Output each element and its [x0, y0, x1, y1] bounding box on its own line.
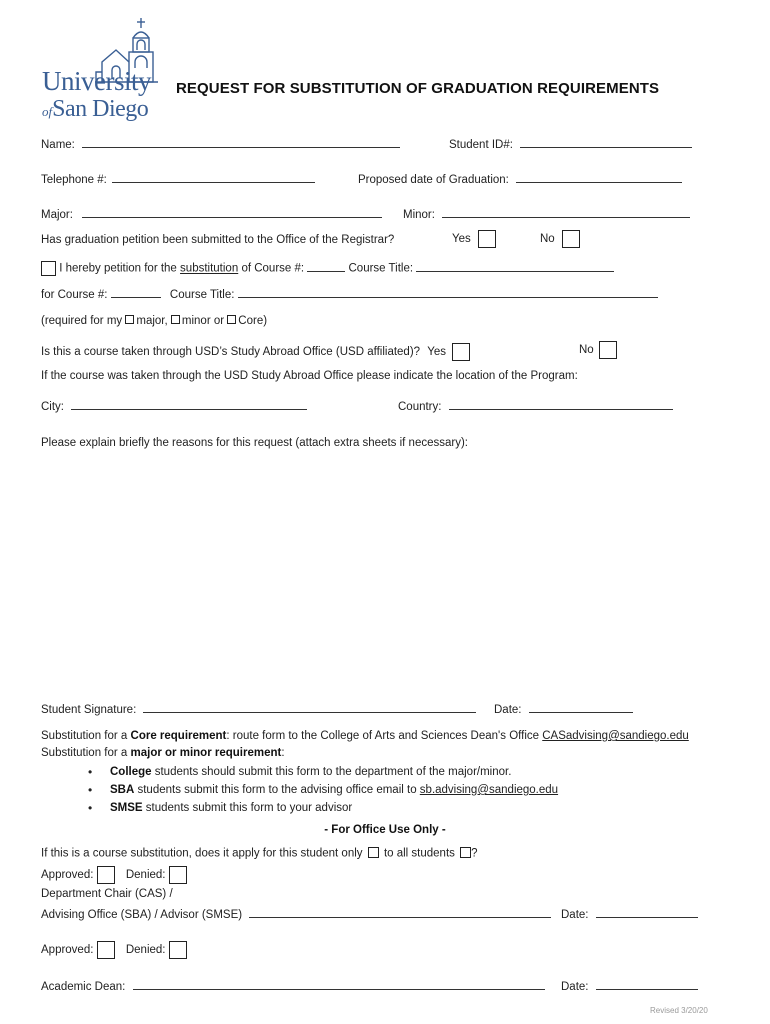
for-course-title-field[interactable]: [238, 288, 658, 298]
petition-no-checkbox[interactable]: [562, 230, 580, 248]
core-instruction-suffix: : route form to the College of Arts and Sciences Dean's Office: [226, 730, 540, 742]
college-instruction: students should submit this form to the department of the major/minor.: [151, 766, 512, 778]
approved-checkbox-2[interactable]: [97, 941, 115, 959]
approved-checkbox-1[interactable]: [97, 866, 115, 884]
petition-no-label: No: [540, 233, 555, 246]
graduation-date-field[interactable]: [516, 173, 682, 183]
city-label: City:: [41, 401, 64, 413]
dean-date-field[interactable]: [596, 980, 698, 990]
telephone-field[interactable]: [112, 173, 315, 183]
required-major-label: major,: [136, 315, 168, 327]
study-abroad-location-text: If the course was taken through the USD Study Abroad Office please indicate the location of the Program:: [41, 370, 578, 382]
advising-office-label: Advising Office (SBA) / Advisor (SMSE): [41, 909, 243, 921]
usd-logo: [40, 16, 158, 128]
form-title: REQUEST FOR SUBSTITUTION OF GRADUATION REQUIREMENTS: [176, 80, 660, 97]
explanation-area[interactable]: [41, 460, 731, 690]
petition-yes-label: Yes: [452, 233, 471, 246]
approved-label-2: Approved:: [41, 944, 94, 957]
smse-instruction: students submit this form to your advisor: [142, 802, 353, 814]
list-item: [110, 763, 558, 781]
required-for-prefix: (required for my: [41, 315, 123, 327]
student-only-checkbox[interactable]: [368, 847, 379, 858]
office-use-heading: - For Office Use Only -: [324, 824, 446, 836]
minor-checkbox[interactable]: [171, 315, 180, 324]
all-students-text: to all students: [383, 847, 455, 860]
petition-question: Has graduation petition been submitted to the Office of the Registrar?: [41, 234, 395, 246]
for-course-title-label: Course Title:: [169, 289, 235, 301]
college-bold: College: [110, 766, 152, 778]
course-number-field[interactable]: [307, 262, 345, 272]
core-instruction-prefix: Substitution for a: [41, 730, 128, 742]
country-label: Country:: [398, 401, 442, 413]
major-label: Major:: [41, 209, 73, 221]
study-abroad-no-checkbox[interactable]: [599, 341, 617, 359]
name-field[interactable]: [82, 138, 400, 148]
required-core-label: Core): [238, 315, 268, 327]
question-mark: ?: [471, 847, 478, 860]
approved-label-1: Approved:: [41, 869, 94, 882]
advising-date-field[interactable]: [596, 908, 698, 918]
logo-san-diego-text: San Diego: [52, 96, 149, 122]
sba-bold: SBA: [110, 784, 135, 796]
major-instruction-suffix: :: [281, 747, 285, 759]
sba-instruction: students submit this form to the advising office email to: [134, 784, 420, 796]
revised-date: Revised 3/20/20: [650, 1006, 708, 1015]
academic-dean-label: Academic Dean:: [41, 981, 126, 993]
required-minor-label: minor or: [181, 315, 225, 327]
logo-university-text: University: [42, 66, 151, 96]
course-substitution-question: If this is a course substitution, does it apply for this student only: [41, 847, 363, 860]
city-field[interactable]: [71, 400, 307, 410]
graduation-date-label: Proposed date of Graduation:: [358, 174, 509, 186]
study-abroad-yes-label: Yes: [427, 346, 447, 359]
student-signature-field[interactable]: [143, 703, 476, 713]
study-abroad-question: Is this a course taken through USD’s Study Abroad Office (USD affiliated)?: [41, 346, 421, 359]
advising-signature-field[interactable]: [249, 908, 551, 918]
student-date-field[interactable]: [529, 703, 633, 713]
denied-checkbox-2[interactable]: [169, 941, 187, 959]
petition-prefix: I hereby petition for the: [59, 262, 177, 275]
sba-advising-email-link[interactable]: sb.advising@sandiego.edu: [419, 784, 559, 796]
submission-instructions-list: [110, 763, 558, 817]
department-chair-label: Department Chair (CAS) /: [41, 888, 173, 900]
denied-label-2: Denied:: [125, 944, 166, 957]
academic-dean-signature-field[interactable]: [133, 980, 545, 990]
list-item: [110, 799, 558, 817]
student-id-label: Student ID#:: [449, 139, 513, 151]
smse-bold: SMSE: [110, 802, 143, 814]
explain-prompt: Please explain briefly the reasons for this request (attach extra sheets if necessary):: [41, 437, 468, 449]
student-id-field[interactable]: [520, 138, 692, 148]
study-abroad-yes-checkbox[interactable]: [452, 343, 470, 361]
course-title-label: Course Title:: [348, 262, 414, 275]
major-minor-requirement-bold: major or minor requirement: [130, 747, 282, 759]
course-title-field[interactable]: [416, 262, 614, 272]
denied-label-1: Denied:: [125, 869, 166, 882]
petition-yes-checkbox[interactable]: [478, 230, 496, 248]
for-course-number-field[interactable]: [111, 288, 161, 298]
telephone-label: Telephone #:: [41, 174, 107, 186]
of-course-label: of Course #:: [241, 262, 305, 275]
core-requirement-bold: Core requirement: [130, 730, 227, 742]
major-instruction-prefix: Substitution for a: [41, 747, 128, 759]
for-course-label: for Course #:: [41, 289, 108, 301]
name-label: Name:: [41, 139, 75, 151]
substitution-checkbox[interactable]: [41, 261, 56, 276]
major-checkbox[interactable]: [125, 315, 134, 324]
substitution-text: substitution: [180, 262, 239, 275]
cas-advising-email-link[interactable]: CASadvising@sandiego.edu: [542, 730, 689, 742]
student-date-label: Date:: [494, 704, 522, 716]
denied-checkbox-1[interactable]: [169, 866, 187, 884]
minor-label: Minor:: [403, 209, 435, 221]
list-item: [110, 781, 558, 799]
student-signature-label: Student Signature:: [41, 704, 137, 716]
country-field[interactable]: [449, 400, 673, 410]
major-field[interactable]: [82, 208, 382, 218]
all-students-checkbox[interactable]: [460, 847, 471, 858]
core-checkbox[interactable]: [227, 315, 236, 324]
logo-of-text: of: [42, 104, 53, 119]
minor-field[interactable]: [442, 208, 690, 218]
advising-date-label: Date:: [561, 909, 589, 921]
study-abroad-no-label: No: [579, 344, 594, 357]
dean-date-label: Date:: [561, 981, 589, 993]
